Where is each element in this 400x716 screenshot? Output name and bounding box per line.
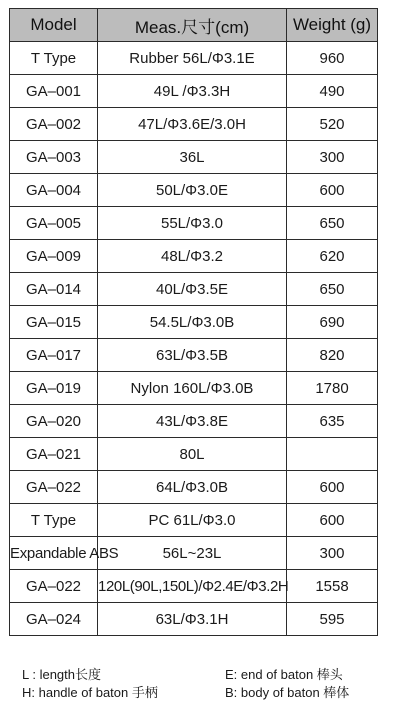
weight-cell: 595: [287, 603, 378, 636]
table-row: [10, 141, 378, 174]
weight-cell: 650: [287, 273, 378, 306]
weight-cell: 1558: [287, 570, 378, 603]
legend-length: L : length长度: [22, 667, 102, 682]
model-cell: Expandable ABS: [10, 537, 98, 570]
model-cell: GA–022: [10, 471, 98, 504]
header-measurement: Meas.尺寸(cm): [98, 9, 287, 42]
table-row: [10, 273, 378, 306]
measurement-cell: 49L /Φ3.3H: [98, 75, 287, 108]
measurement-cell: 48L/Φ3.2: [98, 240, 287, 273]
table-row: [10, 75, 378, 108]
table-row: [10, 372, 378, 405]
header-weight: Weight (g): [287, 9, 378, 42]
table-row: [10, 174, 378, 207]
model-cell: GA–001: [10, 75, 98, 108]
weight-cell: [287, 438, 378, 471]
model-cell: GA–022: [10, 570, 98, 603]
model-cell: GA–019: [10, 372, 98, 405]
legend-body: B: body of baton 棒体: [225, 685, 350, 700]
table-row: [10, 504, 378, 537]
weight-cell: 490: [287, 75, 378, 108]
table-row: [10, 42, 378, 75]
weight-cell: 520: [287, 108, 378, 141]
measurement-cell: 36L: [98, 141, 287, 174]
model-cell: GA–014: [10, 273, 98, 306]
table-row: [10, 240, 378, 273]
model-cell: GA–015: [10, 306, 98, 339]
table-row: [10, 438, 378, 471]
weight-cell: 620: [287, 240, 378, 273]
model-cell: GA–009: [10, 240, 98, 273]
table-row: [10, 306, 378, 339]
abbreviation-legend: [22, 666, 392, 702]
legend-end: E: end of baton 棒头: [225, 667, 343, 682]
weight-cell: 690: [287, 306, 378, 339]
legend-row: [22, 684, 392, 702]
weight-cell: 600: [287, 174, 378, 207]
table-row: [10, 471, 378, 504]
weight-cell: 600: [287, 504, 378, 537]
model-cell: GA–004: [10, 174, 98, 207]
model-cell: GA–024: [10, 603, 98, 636]
measurement-cell: 50L/Φ3.0E: [98, 174, 287, 207]
model-cell: GA–003: [10, 141, 98, 174]
weight-cell: 1780: [287, 372, 378, 405]
table-row: [10, 603, 378, 636]
model-cell: GA–017: [10, 339, 98, 372]
table-row: [10, 405, 378, 438]
model-cell: GA–005: [10, 207, 98, 240]
table-row: [10, 339, 378, 372]
baton-spec-table: [9, 8, 378, 636]
measurement-cell: 40L/Φ3.5E: [98, 273, 287, 306]
model-cell: T Type: [10, 42, 98, 75]
measurement-cell: 63L/Φ3.1H: [98, 603, 287, 636]
weight-cell: 650: [287, 207, 378, 240]
table-row: [10, 207, 378, 240]
table-header-row: [10, 9, 378, 42]
weight-cell: 300: [287, 537, 378, 570]
legend-handle: H: handle of baton 手柄: [22, 685, 158, 700]
model-cell: GA–020: [10, 405, 98, 438]
measurement-cell: 43L/Φ3.8E: [98, 405, 287, 438]
measurement-cell: 63L/Φ3.5B: [98, 339, 287, 372]
table-row: [10, 537, 378, 570]
header-model: Model: [10, 9, 98, 42]
measurement-cell: Rubber 56L/Φ3.1E: [98, 42, 287, 75]
measurement-cell: 55L/Φ3.0: [98, 207, 287, 240]
legend-row: [22, 666, 392, 684]
weight-cell: 600: [287, 471, 378, 504]
table-row: [10, 570, 378, 603]
measurement-cell: PC 61L/Φ3.0: [98, 504, 287, 537]
measurement-cell: 120L(90L,150L)/Φ2.4E/Φ3.2H: [98, 570, 287, 603]
measurement-cell: 64L/Φ3.0B: [98, 471, 287, 504]
model-cell: T Type: [10, 504, 98, 537]
measurement-cell: 80L: [98, 438, 287, 471]
measurement-cell: Nylon 160L/Φ3.0B: [98, 372, 287, 405]
weight-cell: 960: [287, 42, 378, 75]
measurement-cell: 56L~23L: [98, 537, 287, 570]
model-cell: GA–021: [10, 438, 98, 471]
measurement-cell: 54.5L/Φ3.0B: [98, 306, 287, 339]
weight-cell: 300: [287, 141, 378, 174]
weight-cell: 635: [287, 405, 378, 438]
weight-cell: 820: [287, 339, 378, 372]
model-cell: GA–002: [10, 108, 98, 141]
table-row: [10, 108, 378, 141]
measurement-cell: 47L/Φ3.6E/3.0H: [98, 108, 287, 141]
